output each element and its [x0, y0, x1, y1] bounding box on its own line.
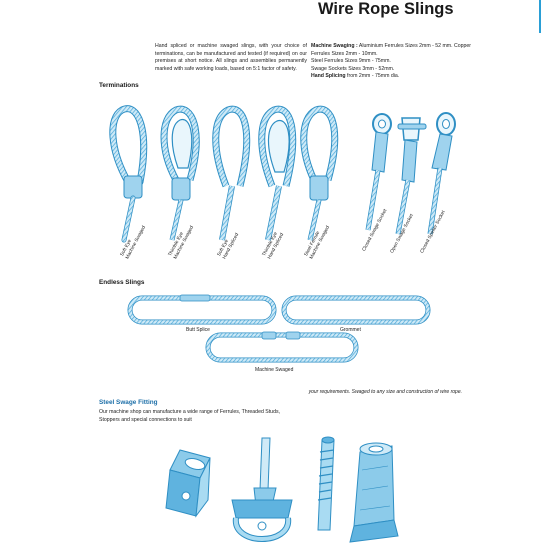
swage-sockets-text: Swage Sockets Sizes 3mm - 52mm.	[311, 65, 395, 72]
machine-swaging-text: Aluminium Ferrules Sizes 2mm - 52 mm. Copper Ferrules Sizes 2mm - 10mm.	[311, 43, 471, 57]
hand-splicing-text: from 2mm - 75mm dia.	[345, 73, 400, 80]
butt-splice-sling-illustration	[130, 295, 274, 322]
ferrule-fitting-illustration	[166, 450, 210, 516]
soft-eye-hand-spliced-illustration	[216, 109, 247, 240]
term-label-7: Open Swage Socket	[390, 213, 415, 255]
term-label-2: Thimble Eye Machine Swaged	[168, 225, 195, 260]
term-label-3: Soft Eye Hand Spliced	[217, 232, 240, 260]
endless-slings-heading: Endless Slings	[99, 279, 145, 286]
threaded-stud-illustration	[318, 437, 334, 530]
grommet-sling-illustration	[284, 298, 428, 322]
swage-stopper-illustration	[350, 443, 398, 542]
grommet-caption: Grommet	[340, 327, 361, 333]
steel-ferrules-text: Steel Ferrules Sizes 9mm - 75mm.	[311, 58, 391, 65]
term-label-4: Thimble Eye Hand Spliced	[262, 231, 285, 260]
terminations-heading: Terminations	[99, 82, 139, 89]
term-label-1: Soft Eye Machine Swaged	[120, 225, 147, 260]
steel-swage-heading: Steel Swage Fitting	[99, 399, 158, 406]
swaged-fork-fitting-illustration	[232, 438, 292, 539]
steel-swage-text: Our machine shop can manufacture a wide range of Ferrules, Threaded Studs, Stoppers and special connections to suit	[99, 409, 280, 423]
page-title: Wire Rope Slings	[318, 0, 454, 18]
machine-swaged-caption: Machine Swaged	[255, 367, 294, 373]
soft-eye-machine-swaged-illustration	[113, 109, 144, 240]
butt-splice-caption: Butt Splice	[186, 327, 210, 333]
term-label-5: Steel Ferrule Machine Swaged	[304, 225, 331, 260]
hand-splicing-label: Hand Splicing	[311, 73, 346, 80]
swage-note: your requirements. Swaged to any size and construction of wire rope.	[308, 389, 462, 395]
thimble-eye-machine-swaged-illustration	[164, 109, 196, 240]
machine-swaged-sling-illustration	[208, 332, 356, 360]
term-label-6: Closed Swage Socket	[362, 208, 389, 253]
machine-swaging-label: Machine Swaging :	[311, 43, 358, 49]
thimble-eye-hand-spliced-illustration	[262, 109, 293, 240]
steel-ferrule-machine-swaged-illustration	[304, 109, 335, 240]
term-label-8: Closed Spelter Socket	[420, 210, 447, 255]
intro-text: Hand spliced or machine swaged slings, with your choice of terminations, can be manufactured and tested (if required) on our premises at short notice. All slings and assemblies permanently marked with safe working loads, based on 5:1 factor of safety.	[155, 43, 307, 72]
